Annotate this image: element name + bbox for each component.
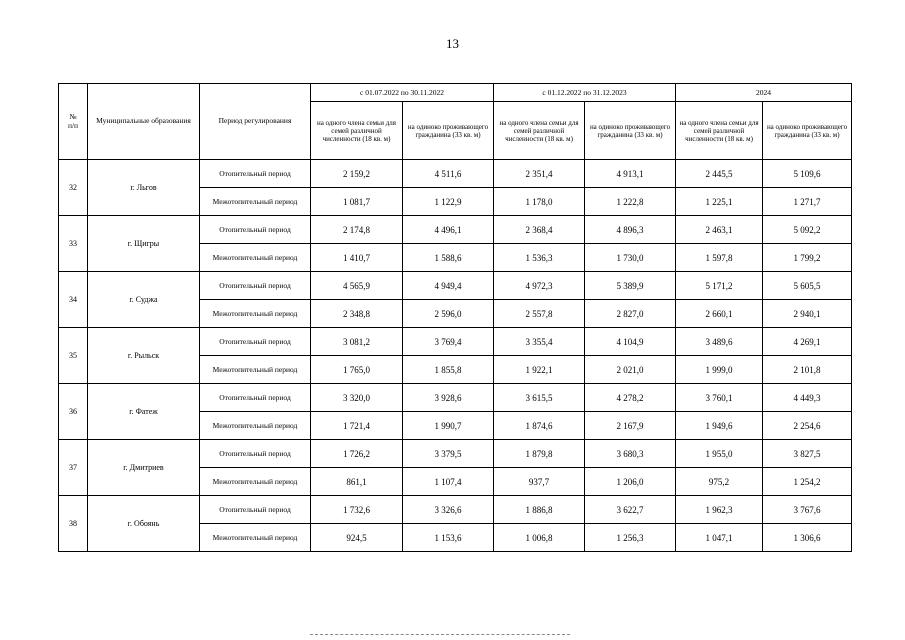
municipality-name: г. Суджа (88, 272, 200, 328)
header-sub-family: на одного члена семьи для семей различной численности (18 кв. м) (311, 102, 403, 160)
table-header (59, 84, 852, 160)
value-cell: 4 104,9 (585, 328, 676, 356)
table-row (59, 496, 852, 524)
table-row (59, 384, 852, 412)
value-cell: 1 178,0 (494, 188, 585, 216)
scan-edge (310, 634, 570, 636)
table-row (59, 440, 852, 468)
row-number: 32 (59, 160, 88, 216)
value-cell: 861,1 (311, 468, 403, 496)
page-number: 13 (446, 36, 459, 51)
header-range: с 01.12.2022 по 31.12.2023 (494, 84, 676, 102)
municipality-name: г. Рыльск (88, 328, 200, 384)
municipality-name: г. Фатеж (88, 384, 200, 440)
value-cell: 2 348,8 (311, 300, 403, 328)
value-cell: 4 278,2 (585, 384, 676, 412)
value-cell: 3 622,7 (585, 496, 676, 524)
value-cell: 1 879,8 (494, 440, 585, 468)
value-cell: 2 101,8 (763, 356, 852, 384)
value-cell: 1 765,0 (311, 356, 403, 384)
value-cell: 1 107,4 (403, 468, 494, 496)
value-cell: 3 489,6 (676, 328, 763, 356)
header-range: 2024 (676, 84, 852, 102)
period-inter: Межотопительный период (200, 244, 311, 272)
value-cell: 1 730,0 (585, 244, 676, 272)
value-cell: 3 928,6 (403, 384, 494, 412)
period-heating: Отопительный период (200, 496, 311, 524)
value-cell: 1 721,4 (311, 412, 403, 440)
value-cell: 1 047,1 (676, 524, 763, 552)
value-cell: 1 006,8 (494, 524, 585, 552)
value-cell: 1 955,0 (676, 440, 763, 468)
value-cell: 5 109,6 (763, 160, 852, 188)
row-number: 36 (59, 384, 88, 440)
header-sub-single: на одиноко проживающего гражданина (33 кв. м) (585, 102, 676, 160)
value-cell: 4 565,9 (311, 272, 403, 300)
value-cell: 2 254,6 (763, 412, 852, 440)
value-cell: 4 449,3 (763, 384, 852, 412)
value-cell: 4 913,1 (585, 160, 676, 188)
value-cell: 2 159,2 (311, 160, 403, 188)
header-sub-family: на одного члена семьи для семей различной численности (18 кв. м) (494, 102, 585, 160)
municipality-name: г. Щигры (88, 216, 200, 272)
value-cell: 4 269,1 (763, 328, 852, 356)
period-heating: Отопительный период (200, 272, 311, 300)
value-cell: 3 355,4 (494, 328, 585, 356)
value-cell: 1 254,2 (763, 468, 852, 496)
period-inter: Межотопительный период (200, 300, 311, 328)
value-cell: 2 167,9 (585, 412, 676, 440)
value-cell: 2 557,8 (494, 300, 585, 328)
table-row (59, 160, 852, 188)
value-cell: 2 827,0 (585, 300, 676, 328)
value-cell: 2 351,4 (494, 160, 585, 188)
value-cell: 2 021,0 (585, 356, 676, 384)
value-cell: 3 379,5 (403, 440, 494, 468)
tariff-table (58, 83, 852, 552)
value-cell: 1 256,3 (585, 524, 676, 552)
value-cell: 5 171,2 (676, 272, 763, 300)
value-cell: 1 726,2 (311, 440, 403, 468)
value-cell: 924,5 (311, 524, 403, 552)
value-cell: 2 463,1 (676, 216, 763, 244)
value-cell: 1 999,0 (676, 356, 763, 384)
value-cell: 2 174,8 (311, 216, 403, 244)
row-number: 38 (59, 496, 88, 552)
value-cell: 5 092,2 (763, 216, 852, 244)
period-heating: Отопительный период (200, 440, 311, 468)
period-inter: Межотопительный период (200, 468, 311, 496)
value-cell: 4 496,1 (403, 216, 494, 244)
value-cell: 2 368,4 (494, 216, 585, 244)
header-no: № п/п (59, 84, 88, 160)
header-sub-family: на одного члена семьи для семей различной численности (18 кв. м) (676, 102, 763, 160)
header-range: с 01.07.2022 по 30.11.2022 (311, 84, 494, 102)
value-cell: 4 511,6 (403, 160, 494, 188)
value-cell: 1 990,7 (403, 412, 494, 440)
value-cell: 4 972,3 (494, 272, 585, 300)
value-cell: 1 922,1 (494, 356, 585, 384)
value-cell: 3 326,6 (403, 496, 494, 524)
value-cell: 1 874,6 (494, 412, 585, 440)
value-cell: 1 081,7 (311, 188, 403, 216)
value-cell: 3 760,1 (676, 384, 763, 412)
period-inter: Межотопительный период (200, 524, 311, 552)
value-cell: 1 597,8 (676, 244, 763, 272)
row-number: 37 (59, 440, 88, 496)
period-heating: Отопительный период (200, 216, 311, 244)
value-cell: 5 389,9 (585, 272, 676, 300)
value-cell: 2 596,0 (403, 300, 494, 328)
value-cell: 1 962,3 (676, 496, 763, 524)
value-cell: 1 153,6 (403, 524, 494, 552)
value-cell: 937,7 (494, 468, 585, 496)
value-cell: 1 122,9 (403, 188, 494, 216)
value-cell: 975,2 (676, 468, 763, 496)
value-cell: 1 799,2 (763, 244, 852, 272)
period-heating: Отопительный период (200, 384, 311, 412)
row-number: 33 (59, 216, 88, 272)
period-heating: Отопительный период (200, 160, 311, 188)
value-cell: 3 081,2 (311, 328, 403, 356)
value-cell: 3 680,3 (585, 440, 676, 468)
value-cell: 1 949,6 (676, 412, 763, 440)
period-heating: Отопительный период (200, 328, 311, 356)
value-cell: 1 855,8 (403, 356, 494, 384)
period-inter: Межотопительный период (200, 188, 311, 216)
value-cell: 1 410,7 (311, 244, 403, 272)
header-period: Период регулирования (200, 84, 311, 160)
period-inter: Межотопительный период (200, 356, 311, 384)
header-municipality: Муниципальные образования (88, 84, 200, 160)
value-cell: 1 306,6 (763, 524, 852, 552)
value-cell: 1 225,1 (676, 188, 763, 216)
value-cell: 1 588,6 (403, 244, 494, 272)
row-number: 34 (59, 272, 88, 328)
value-cell: 1 222,8 (585, 188, 676, 216)
value-cell: 1 271,7 (763, 188, 852, 216)
value-cell: 2 445,5 (676, 160, 763, 188)
table-row (59, 328, 852, 356)
header-sub-single: на одиноко проживающего гражданина (33 кв. м) (763, 102, 852, 160)
value-cell: 1 886,8 (494, 496, 585, 524)
value-cell: 1 536,3 (494, 244, 585, 272)
table-row (59, 216, 852, 244)
municipality-name: г. Дмитриев (88, 440, 200, 496)
value-cell: 3 615,5 (494, 384, 585, 412)
table-body (59, 160, 852, 552)
header-sub-single: на одиноко проживающего гражданина (33 кв. м) (403, 102, 494, 160)
period-inter: Межотопительный период (200, 412, 311, 440)
value-cell: 4 896,3 (585, 216, 676, 244)
value-cell: 2 660,1 (676, 300, 763, 328)
municipality-name: г. Обоянь (88, 496, 200, 552)
value-cell: 2 940,1 (763, 300, 852, 328)
row-number: 35 (59, 328, 88, 384)
value-cell: 1 732,6 (311, 496, 403, 524)
table-row (59, 272, 852, 300)
value-cell: 3 769,4 (403, 328, 494, 356)
value-cell: 4 949,4 (403, 272, 494, 300)
value-cell: 3 320,0 (311, 384, 403, 412)
value-cell: 3 767,6 (763, 496, 852, 524)
value-cell: 5 605,5 (763, 272, 852, 300)
value-cell: 3 827,5 (763, 440, 852, 468)
value-cell: 1 206,0 (585, 468, 676, 496)
municipality-name: г. Льгов (88, 160, 200, 216)
